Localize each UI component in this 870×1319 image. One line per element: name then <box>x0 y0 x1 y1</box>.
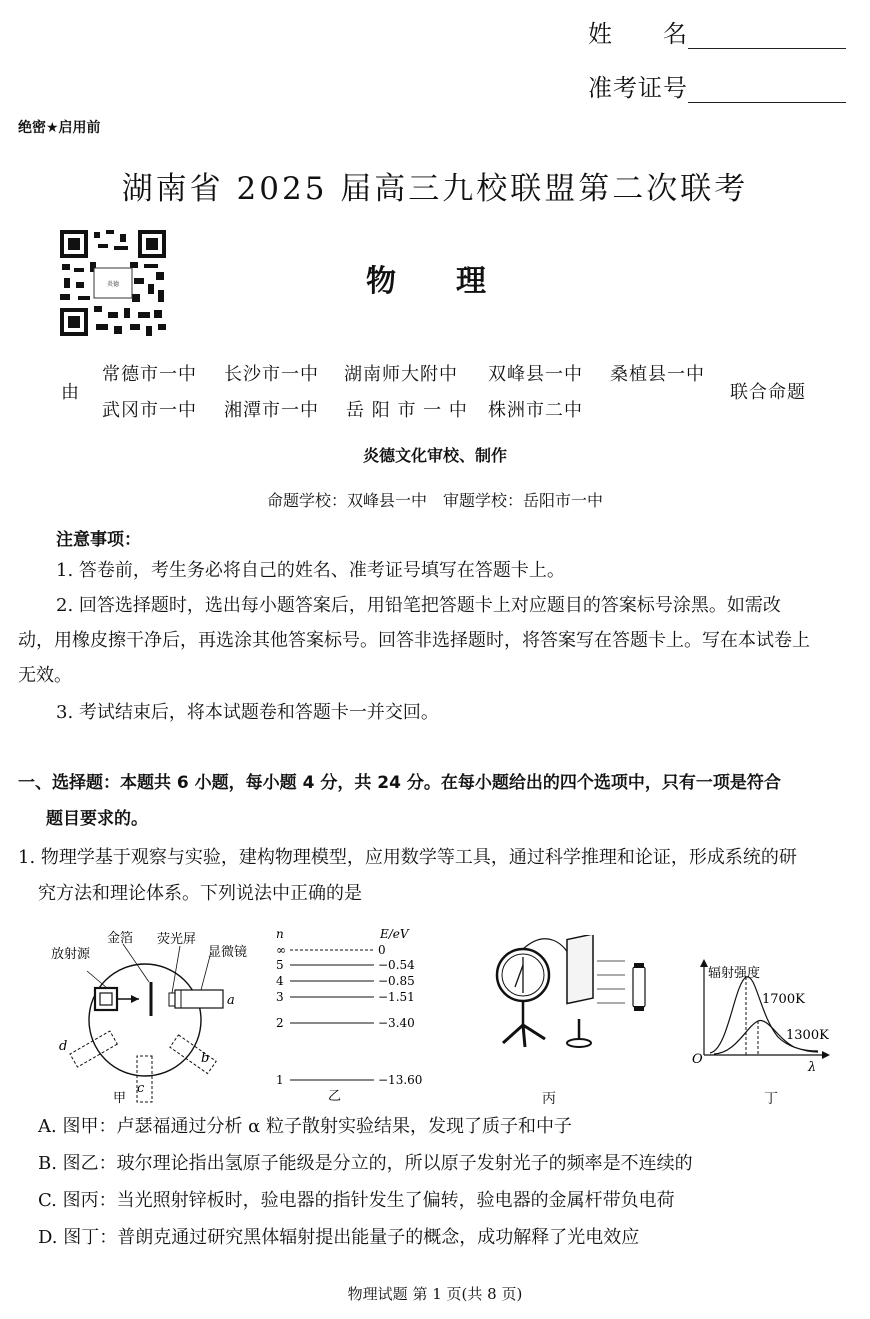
name-field <box>588 14 846 49</box>
source-label: 放射源 <box>51 947 91 962</box>
id-field <box>588 68 846 103</box>
label-d: d <box>59 1039 68 1054</box>
microscope-a <box>175 990 223 1008</box>
figure-yi <box>270 922 440 1102</box>
option-a: A. 图甲：卢瑟福通过分析 α 粒子散射实验结果，发现了质子和中子 <box>38 1116 573 1137</box>
notice-item-3: 3. 考试结束后，将本试题卷和答题卡一并交回。 <box>56 702 439 723</box>
label-a: a <box>227 993 235 1008</box>
school: 湘潭市一中 <box>224 400 319 421</box>
notice-item-2-cont: 动，用橡皮擦干净后，再选涂其他答案标号。回答非选择题时，将答案写在答题卡上。写在本试卷上 <box>18 630 810 651</box>
section-heading: 一、选择题：本题共 6 小题，每小题 4 分，共 24 分。在每小题给出的四个选项中，只有一项是符合 <box>18 773 781 793</box>
id-label: 准考证号 <box>588 74 688 102</box>
level-n-label: 2 <box>276 1016 284 1030</box>
figure-jia <box>45 920 255 1110</box>
svg-text:炎德: 炎德 <box>106 281 120 288</box>
section-heading-cont: 题目要求的。 <box>46 809 148 829</box>
level-energy-label: −1.51 <box>378 990 415 1004</box>
level-n-label: 4 <box>276 974 284 988</box>
figure-yi-label: 乙 <box>328 1089 342 1102</box>
level-energy-label: −13.60 <box>378 1073 423 1087</box>
figure-ding <box>688 955 838 1075</box>
ding-ylabel: 辐射强度 <box>708 966 761 981</box>
level-n-label: 1 <box>276 1073 284 1087</box>
figure-jia-label: 甲 <box>113 1091 127 1106</box>
level-n-label: ∞ <box>276 943 286 957</box>
notice-item-2: 2. 回答选择题时，选出每小题答案后，用铅笔把答题卡上对应题目的答案标号涂黑。如需改 <box>56 595 781 616</box>
microscope-label: 显微镜 <box>208 945 248 960</box>
figure-ding-label: 丁 <box>764 1091 778 1107</box>
ding-xlabel: λ <box>808 1060 817 1075</box>
producer: 炎德文化审校、制作 <box>362 446 507 465</box>
chamber-circle <box>89 964 201 1076</box>
zinc-plate-icon <box>567 935 593 1004</box>
level-energy-label: 0 <box>378 943 386 957</box>
level-n-label: 5 <box>276 958 284 972</box>
level-energy-label: −0.85 <box>378 974 415 988</box>
school: 株洲市二中 <box>488 400 583 421</box>
school: 长沙市一中 <box>224 364 319 385</box>
label-b: b <box>201 1051 210 1066</box>
school: 武冈市一中 <box>102 400 197 421</box>
source-box <box>95 988 117 1010</box>
level-energy-label: −0.54 <box>378 958 415 972</box>
by-label: 由 <box>61 382 80 403</box>
school: 湖南师大附中 <box>344 364 458 385</box>
subject-title: 物 理 <box>366 264 486 299</box>
label-c: c <box>137 1081 145 1096</box>
ding-t1: 1700K <box>762 992 805 1007</box>
level-n-label: 3 <box>276 990 284 1004</box>
option-c: C. 图丙：当光照射锌板时，验电器的指针发生了偏转，验电器的金属杆带负电荷 <box>38 1190 675 1211</box>
exam-title: 湖南省 2025 届高三九校联盟第二次联考 <box>121 171 749 207</box>
ding-t2: 1300K <box>786 1028 829 1043</box>
question-1-stem: 1. 物理学基于观察与实验，建构物理模型，应用数学等工具，通过科学推理和论证，形成系统的研 <box>18 847 797 868</box>
screen-label: 荧光屏 <box>157 932 197 947</box>
school: 常德市一中 <box>102 364 197 385</box>
ding-origin: O <box>692 1052 703 1067</box>
id-blank <box>688 80 846 103</box>
school: 岳 阳 市 一 中 <box>346 400 468 421</box>
option-d: D. 图丁：普朗克通过研究黑体辐射提出能量子的概念，成功解释了光电效应 <box>38 1227 640 1248</box>
notice-title: 注意事项： <box>56 530 141 550</box>
foil-label: 金箔 <box>107 931 134 946</box>
name-label: 姓 名 <box>588 20 688 48</box>
energy-axis-label: E/eV <box>380 927 409 941</box>
page-footer: 物理试题 第 1 页(共 8 页) <box>347 1285 523 1303</box>
figure-bing-label: 丙 <box>542 1091 556 1107</box>
figure-bing <box>485 935 660 1055</box>
name-blank <box>688 26 846 49</box>
n-axis-label: n <box>276 927 284 941</box>
qr-code-icon <box>60 230 166 336</box>
notice-item-1: 1. 答卷前，考生务必将自己的姓名、准考证号填写在答题卡上。 <box>56 560 565 581</box>
question-1-stem-cont: 究方法和理论体系。下列说法中正确的是 <box>38 883 362 904</box>
lamp-icon <box>633 967 645 1007</box>
level-energy-label: −3.40 <box>378 1016 415 1030</box>
setter-line: 命题学校：双峰县一中 审题学校：岳阳市一中 <box>266 491 603 510</box>
school: 桑植县一中 <box>610 364 705 385</box>
secret-mark: 绝密★启用前 <box>18 120 101 136</box>
option-b: B. 图乙：玻尔理论指出氢原子能级是分立的，所以原子发射光子的频率是不连续的 <box>38 1153 693 1174</box>
school: 双峰县一中 <box>488 364 583 385</box>
joint-label: 联合命题 <box>730 382 806 403</box>
notice-item-2-end: 无效。 <box>18 665 72 686</box>
